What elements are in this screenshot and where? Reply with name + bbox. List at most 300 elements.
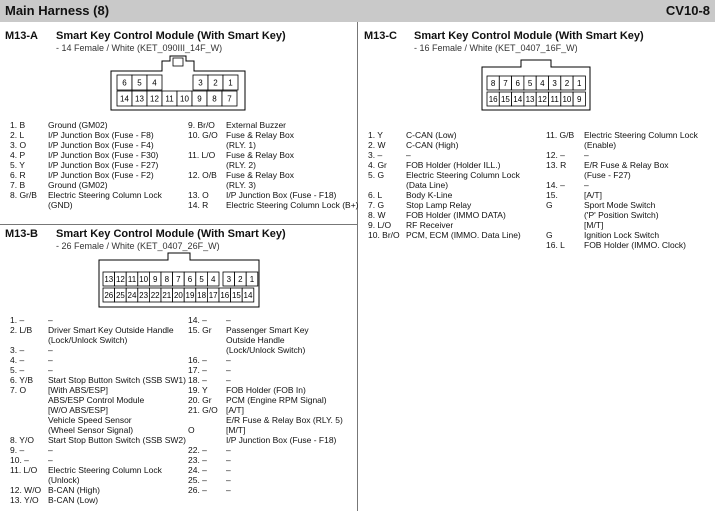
pin-description: Fuse & Relay Box bbox=[226, 150, 295, 160]
pin-description: Electric Steering Column Lock bbox=[584, 130, 698, 140]
pin-number: 6. Y/B bbox=[10, 375, 33, 385]
pin-number bbox=[10, 475, 48, 485]
pin-description: (Data Line) bbox=[406, 180, 449, 190]
pin-number: 15. bbox=[546, 190, 558, 200]
pin-number: 7. G bbox=[368, 200, 385, 210]
pin-number: 10. G/O bbox=[188, 130, 218, 140]
pin-label: 16 bbox=[488, 95, 498, 104]
pin-number: 6. L bbox=[368, 190, 383, 200]
pin-description: Start Stop Button Switch (SSB SW1) bbox=[48, 375, 186, 385]
pin-description: (RLY. 1) bbox=[226, 140, 256, 150]
pin-number: 14. – bbox=[188, 315, 207, 325]
pin-description: (Fuse - F27) bbox=[584, 170, 631, 180]
pin-description: Driver Smart Key Outside Handle bbox=[48, 325, 174, 335]
pin-list-m13a-right bbox=[188, 120, 359, 210]
pin-number bbox=[546, 140, 584, 150]
pin-description: – bbox=[226, 315, 231, 325]
pin-row bbox=[10, 130, 162, 140]
pin-label: 6 bbox=[515, 79, 520, 88]
pin-row bbox=[10, 405, 186, 415]
pin-number bbox=[10, 395, 48, 405]
pin-label: 2 bbox=[564, 79, 570, 88]
pin-number: 8. Gr/B bbox=[10, 190, 37, 200]
pin-label: 9 bbox=[197, 94, 202, 104]
page-code: CV10-8 bbox=[665, 3, 710, 18]
pin-row bbox=[10, 140, 162, 150]
pin-description: Fuse & Relay Box bbox=[226, 130, 295, 140]
pin-row bbox=[10, 160, 162, 170]
pin-description: – bbox=[226, 475, 231, 485]
pin-description: Outside Handle bbox=[226, 335, 285, 345]
pin-number: 7. O bbox=[10, 385, 27, 395]
pin-number: 14. R bbox=[188, 200, 209, 210]
pin-label: 4 bbox=[152, 78, 157, 88]
pin-row bbox=[368, 130, 521, 140]
pin-description: – bbox=[226, 445, 231, 455]
pin-description: – bbox=[584, 150, 589, 160]
pin-number: 21. G/O bbox=[188, 405, 218, 415]
pin-number: 5. Y bbox=[10, 160, 25, 170]
pin-number: 6. R bbox=[10, 170, 26, 180]
pin-description: I/P Junction Box (Fuse - F30) bbox=[48, 150, 159, 160]
pin-label: 19 bbox=[185, 291, 195, 300]
pin-description: I/P Junction Box (Fuse - F18) bbox=[226, 435, 337, 445]
connector-diagram-m13b bbox=[98, 252, 260, 308]
pin-description: FOB Holder (Holder ILL.) bbox=[406, 160, 501, 170]
pin-number: 7. B bbox=[10, 180, 26, 190]
pin-number: 13. R bbox=[546, 160, 567, 170]
pin-row bbox=[368, 140, 521, 150]
pin-number: 1. B bbox=[10, 120, 26, 130]
pin-number: 12. – bbox=[546, 150, 565, 160]
pin-row bbox=[10, 170, 162, 180]
pin-label: 20 bbox=[173, 291, 183, 300]
pin-row bbox=[188, 415, 343, 425]
section-title-m13b: Smart Key Control Module (With Smart Key) bbox=[56, 228, 286, 240]
pin-row bbox=[10, 200, 162, 210]
pin-number: 2. L/B bbox=[10, 325, 33, 335]
pin-row bbox=[188, 365, 343, 375]
pin-number: 24. – bbox=[188, 465, 207, 475]
pin-label: 5 bbox=[199, 275, 204, 284]
pin-description: – bbox=[48, 365, 53, 375]
pin-row bbox=[10, 425, 186, 435]
pin-description: E/R Fuse & Relay Box bbox=[584, 160, 669, 170]
pin-label: 2 bbox=[238, 275, 243, 284]
section-subtitle-m13a: - 14 Female / White (KET_090III_14F_W) bbox=[56, 43, 223, 53]
pin-number bbox=[546, 170, 584, 180]
pin-number bbox=[188, 160, 226, 170]
pin-label: 14 bbox=[513, 95, 523, 104]
pin-description: [M/T] bbox=[226, 425, 246, 435]
pin-description: I/P Junction Box (Fuse - F8) bbox=[48, 130, 154, 140]
section-subtitle-m13b: - 26 Female / White (KET_0407_26F_W) bbox=[56, 241, 220, 251]
page-header bbox=[0, 0, 715, 22]
pin-description: Passenger Smart Key bbox=[226, 325, 309, 335]
pin-description: [W/O ABS/ESP] bbox=[48, 405, 108, 415]
pin-row bbox=[188, 355, 343, 365]
pin-row bbox=[368, 230, 521, 240]
pin-row bbox=[546, 180, 698, 190]
pin-label: 1 bbox=[249, 275, 255, 284]
pin-description: [A/T] bbox=[226, 405, 244, 415]
pin-row bbox=[188, 140, 359, 150]
pin-row bbox=[10, 395, 186, 405]
pin-row bbox=[10, 345, 186, 355]
pin-number: 26. – bbox=[188, 485, 207, 495]
pin-row bbox=[10, 190, 162, 200]
pin-number: 11. L/O bbox=[188, 150, 216, 160]
pin-number bbox=[188, 180, 226, 190]
pin-list-m13b-right bbox=[188, 315, 343, 495]
pin-row bbox=[10, 415, 186, 425]
pin-description: Electric Steering Column Lock bbox=[406, 170, 520, 180]
pin-row bbox=[546, 190, 698, 200]
pin-label: 18 bbox=[197, 291, 207, 300]
pin-row bbox=[188, 200, 359, 210]
pin-description: – bbox=[48, 355, 53, 365]
pin-number bbox=[10, 200, 48, 210]
pin-label: 13 bbox=[135, 94, 144, 104]
pin-description: (RLY. 2) bbox=[226, 160, 256, 170]
pin-number: O bbox=[188, 425, 195, 435]
pin-label: 12 bbox=[150, 94, 159, 104]
pin-row bbox=[188, 395, 343, 405]
pin-row bbox=[10, 475, 186, 485]
pin-label: 7 bbox=[227, 94, 232, 104]
pin-number: 10. Br/O bbox=[368, 230, 400, 240]
pin-row bbox=[10, 455, 186, 465]
pin-row bbox=[188, 130, 359, 140]
pin-number: 9. Br/O bbox=[188, 120, 215, 130]
pin-number: G bbox=[546, 230, 553, 240]
pin-number: 15. Gr bbox=[188, 325, 212, 335]
pin-label: 11 bbox=[165, 94, 174, 104]
pin-label: 25 bbox=[115, 291, 125, 300]
pin-number: 23. – bbox=[188, 455, 207, 465]
pin-row bbox=[188, 120, 359, 130]
pin-description: (RLY. 3) bbox=[226, 180, 256, 190]
pin-label: 15 bbox=[231, 291, 241, 300]
pin-number: 1. – bbox=[10, 315, 25, 325]
pin-row bbox=[546, 150, 698, 160]
pin-description: External Buzzer bbox=[226, 120, 286, 130]
pin-number bbox=[188, 345, 226, 355]
pin-row bbox=[188, 150, 359, 160]
pin-number bbox=[10, 405, 48, 415]
pin-description: – bbox=[226, 485, 231, 495]
pin-number: 3. – bbox=[10, 345, 25, 355]
pin-number bbox=[368, 180, 406, 190]
section-id-m13b: M13-B bbox=[5, 228, 39, 240]
pin-description: Electric Steering Column Lock (B+) bbox=[226, 200, 359, 210]
pin-description: FOB Holder (IMMO DATA) bbox=[406, 210, 506, 220]
pin-number: 12. O/B bbox=[188, 170, 217, 180]
pin-label: 3 bbox=[552, 79, 557, 88]
pin-row bbox=[546, 140, 698, 150]
pin-row bbox=[188, 335, 343, 345]
pin-label: 1 bbox=[577, 79, 582, 88]
pin-number: 8. W bbox=[368, 210, 386, 220]
pin-number bbox=[188, 140, 226, 150]
pin-label: 12 bbox=[537, 95, 547, 104]
pin-number: 9. – bbox=[10, 445, 25, 455]
pin-number: 3. O bbox=[10, 140, 27, 150]
pin-list-m13a-left bbox=[10, 120, 162, 210]
pin-description: B-CAN (High) bbox=[48, 485, 100, 495]
section-id-m13a: M13-A bbox=[5, 30, 39, 42]
pin-number bbox=[188, 335, 226, 345]
pin-list-m13c-right bbox=[546, 130, 698, 250]
pin-number: 4. Gr bbox=[368, 160, 387, 170]
pin-description: (Lock/Unlock Switch) bbox=[226, 345, 306, 355]
pin-number bbox=[546, 220, 584, 230]
pin-row bbox=[10, 325, 186, 335]
pin-label: 4 bbox=[540, 79, 545, 88]
pin-number: 22. – bbox=[188, 445, 207, 455]
pin-row bbox=[368, 200, 521, 210]
pin-row bbox=[188, 475, 343, 485]
pin-number bbox=[188, 435, 226, 445]
pin-description: PCM (Engine RPM Signal) bbox=[226, 395, 327, 405]
pin-row bbox=[368, 180, 521, 190]
pin-description: B-CAN (Low) bbox=[48, 495, 99, 505]
pin-row bbox=[188, 170, 359, 180]
pin-row bbox=[546, 210, 698, 220]
pin-number bbox=[10, 415, 48, 425]
pin-number: 5. – bbox=[10, 365, 25, 375]
connector-diagram-m13c bbox=[481, 59, 591, 111]
pin-description: Stop Lamp Relay bbox=[406, 200, 472, 210]
pin-list-m13c-left bbox=[368, 130, 521, 240]
pin-description: C-CAN (Low) bbox=[406, 130, 457, 140]
column-divider bbox=[357, 22, 358, 511]
pin-row bbox=[188, 425, 343, 435]
section-title-m13a: Smart Key Control Module (With Smart Key) bbox=[56, 30, 286, 42]
pin-row bbox=[546, 230, 698, 240]
pin-description: Vehicle Speed Sensor bbox=[48, 415, 132, 425]
pin-number: 4. – bbox=[10, 355, 25, 365]
pin-number: 16. – bbox=[188, 355, 207, 365]
pin-label: 24 bbox=[127, 291, 137, 300]
pin-label: 10 bbox=[139, 275, 149, 284]
pin-number: 14. – bbox=[546, 180, 565, 190]
pin-row bbox=[188, 325, 343, 335]
pin-label: 9 bbox=[577, 95, 582, 104]
pin-label: 8 bbox=[164, 275, 170, 284]
pin-label: 3 bbox=[198, 78, 203, 88]
pin-description: RF Receiver bbox=[406, 220, 454, 230]
pin-description: – bbox=[226, 355, 231, 365]
pin-row bbox=[10, 435, 186, 445]
pin-description: – bbox=[48, 315, 53, 325]
pin-description: Ground (GM02) bbox=[48, 120, 108, 130]
pin-number: 19. Y bbox=[188, 385, 208, 395]
pin-number: 3. – bbox=[368, 150, 383, 160]
pin-description: (Wheel Sensor Signal) bbox=[48, 425, 134, 435]
pin-row bbox=[368, 210, 521, 220]
pin-label: 12 bbox=[115, 275, 125, 284]
pin-row bbox=[188, 375, 343, 385]
section-title-m13c: Smart Key Control Module (With Smart Key) bbox=[414, 30, 644, 42]
pin-description: Start Stop Button Switch (SSB SW2) bbox=[48, 435, 186, 445]
pin-row bbox=[10, 120, 162, 130]
pin-row bbox=[10, 445, 186, 455]
pin-label: 11 bbox=[127, 275, 137, 284]
pin-number bbox=[546, 210, 584, 220]
pin-description: I/P Junction Box (Fuse - F27) bbox=[48, 160, 159, 170]
pin-label: 10 bbox=[562, 95, 572, 104]
pin-row bbox=[10, 180, 162, 190]
pin-description: ABS/ESP Control Module bbox=[48, 395, 145, 405]
pin-row bbox=[368, 150, 521, 160]
pin-number: 8. Y/O bbox=[10, 435, 34, 445]
connector-diagram-m13a bbox=[110, 55, 246, 111]
pin-row bbox=[188, 445, 343, 455]
pin-number: 13. O bbox=[188, 190, 209, 200]
pin-description: Sport Mode Switch bbox=[584, 200, 656, 210]
pin-number: 16. L bbox=[546, 240, 565, 250]
pin-row bbox=[10, 465, 186, 475]
pin-row bbox=[10, 365, 186, 375]
pin-number: 9. L/O bbox=[368, 220, 392, 230]
pin-description: Ground (GM02) bbox=[48, 180, 108, 190]
pin-label: 1 bbox=[228, 78, 233, 88]
pin-number: 11. G/B bbox=[546, 130, 575, 140]
pin-label: 2 bbox=[213, 78, 218, 88]
pin-row bbox=[368, 160, 521, 170]
pin-description: – bbox=[48, 455, 53, 465]
pin-label: 15 bbox=[500, 95, 510, 104]
pin-description: – bbox=[584, 180, 589, 190]
pin-row bbox=[10, 495, 186, 505]
pin-number: 12. W/O bbox=[10, 485, 42, 495]
pin-row bbox=[188, 405, 343, 415]
pin-label: 8 bbox=[490, 79, 496, 88]
pin-label: 5 bbox=[527, 79, 533, 88]
pin-number: 5. G bbox=[368, 170, 385, 180]
pin-number bbox=[10, 335, 48, 345]
section-id-m13c: M13-C bbox=[364, 30, 398, 42]
pin-description: – bbox=[226, 365, 231, 375]
pin-number: 1. Y bbox=[368, 130, 383, 140]
pin-number: 4. P bbox=[10, 150, 26, 160]
pin-description: E/R Fuse & Relay Box (RLY. 5) bbox=[226, 415, 343, 425]
pin-label: 6 bbox=[122, 78, 127, 88]
pin-row bbox=[10, 355, 186, 365]
pin-number: 17. – bbox=[188, 365, 207, 375]
pin-number: 25. – bbox=[188, 475, 207, 485]
pin-row bbox=[188, 180, 359, 190]
pin-row bbox=[188, 435, 343, 445]
pin-row bbox=[188, 160, 359, 170]
pin-list-m13b-left bbox=[10, 315, 186, 505]
pin-label: 14 bbox=[120, 94, 129, 104]
pin-number bbox=[188, 415, 226, 425]
pin-description: – bbox=[226, 375, 231, 385]
pin-description: [With ABS/ESP] bbox=[48, 385, 108, 395]
pin-label: 8 bbox=[212, 94, 217, 104]
pin-description: FOB Holder (FOB In) bbox=[226, 385, 306, 395]
pin-label: 26 bbox=[104, 291, 114, 300]
pin-description: I/P Junction Box (Fuse - F18) bbox=[226, 190, 337, 200]
pin-description: I/P Junction Box (Fuse - F4) bbox=[48, 140, 154, 150]
pin-label: 7 bbox=[176, 275, 181, 284]
pin-label: 5 bbox=[137, 78, 142, 88]
pin-description: [A/T] bbox=[584, 190, 602, 200]
pin-label: 7 bbox=[503, 79, 508, 88]
pin-label: 21 bbox=[162, 291, 172, 300]
pin-row bbox=[546, 170, 698, 180]
pin-row bbox=[10, 150, 162, 160]
pin-number bbox=[10, 425, 48, 435]
pin-row bbox=[546, 160, 698, 170]
pin-description: C-CAN (High) bbox=[406, 140, 459, 150]
pin-label: 11 bbox=[550, 95, 559, 104]
pin-description: Electric Steering Column Lock bbox=[48, 465, 162, 475]
pin-row bbox=[188, 385, 343, 395]
pin-row bbox=[546, 220, 698, 230]
pin-row bbox=[10, 375, 186, 385]
page-title: Main Harness (8) bbox=[5, 3, 110, 18]
pin-number: 13. Y/O bbox=[10, 495, 39, 505]
pin-row bbox=[10, 315, 186, 325]
pin-row bbox=[188, 315, 343, 325]
pin-description: – bbox=[226, 465, 231, 475]
pin-label: 4 bbox=[210, 275, 216, 284]
pin-description: – bbox=[48, 445, 53, 455]
pin-number: 2. L bbox=[10, 130, 25, 140]
pin-row bbox=[188, 345, 343, 355]
pin-description: FOB Holder (IMMO. Clock) bbox=[584, 240, 687, 250]
pin-label: 23 bbox=[139, 291, 149, 300]
pin-number: 20. Gr bbox=[188, 395, 212, 405]
pin-label: 13 bbox=[104, 275, 114, 284]
pin-number: 18. – bbox=[188, 375, 207, 385]
pin-description: [M/T] bbox=[584, 220, 604, 230]
pin-row bbox=[188, 190, 359, 200]
pin-label: 6 bbox=[187, 275, 193, 284]
pin-description: – bbox=[226, 455, 231, 465]
pin-label: 22 bbox=[150, 291, 160, 300]
pin-description: (Unlock) bbox=[48, 475, 80, 485]
pin-number: 10. – bbox=[10, 455, 29, 465]
pin-row bbox=[368, 170, 521, 180]
pin-number: G bbox=[546, 200, 553, 210]
pin-number: 11. L/O bbox=[10, 465, 38, 475]
pin-row bbox=[10, 385, 186, 395]
pin-label: 9 bbox=[152, 275, 158, 284]
pin-row bbox=[188, 455, 343, 465]
pin-description: – bbox=[48, 345, 53, 355]
pin-label: 17 bbox=[208, 291, 218, 300]
pin-row bbox=[368, 190, 521, 200]
pin-description: (Enable) bbox=[584, 140, 617, 150]
pin-label: 13 bbox=[525, 95, 535, 104]
section-divider bbox=[0, 224, 357, 225]
pin-description: (Lock/Unlock Switch) bbox=[48, 335, 128, 345]
pin-description: Ignition Lock Switch bbox=[584, 230, 660, 240]
pin-row bbox=[188, 485, 343, 495]
pin-description: (GND) bbox=[48, 200, 73, 210]
pin-label: 14 bbox=[243, 291, 253, 300]
pin-description: Body K-Line bbox=[406, 190, 453, 200]
pin-row bbox=[188, 465, 343, 475]
section-subtitle-m13c: - 16 Female / White (KET_0407_16F_W) bbox=[414, 43, 578, 53]
pin-description: ('P' Position Switch) bbox=[584, 210, 659, 220]
pin-label: 16 bbox=[220, 291, 230, 300]
pin-description: – bbox=[406, 150, 411, 160]
